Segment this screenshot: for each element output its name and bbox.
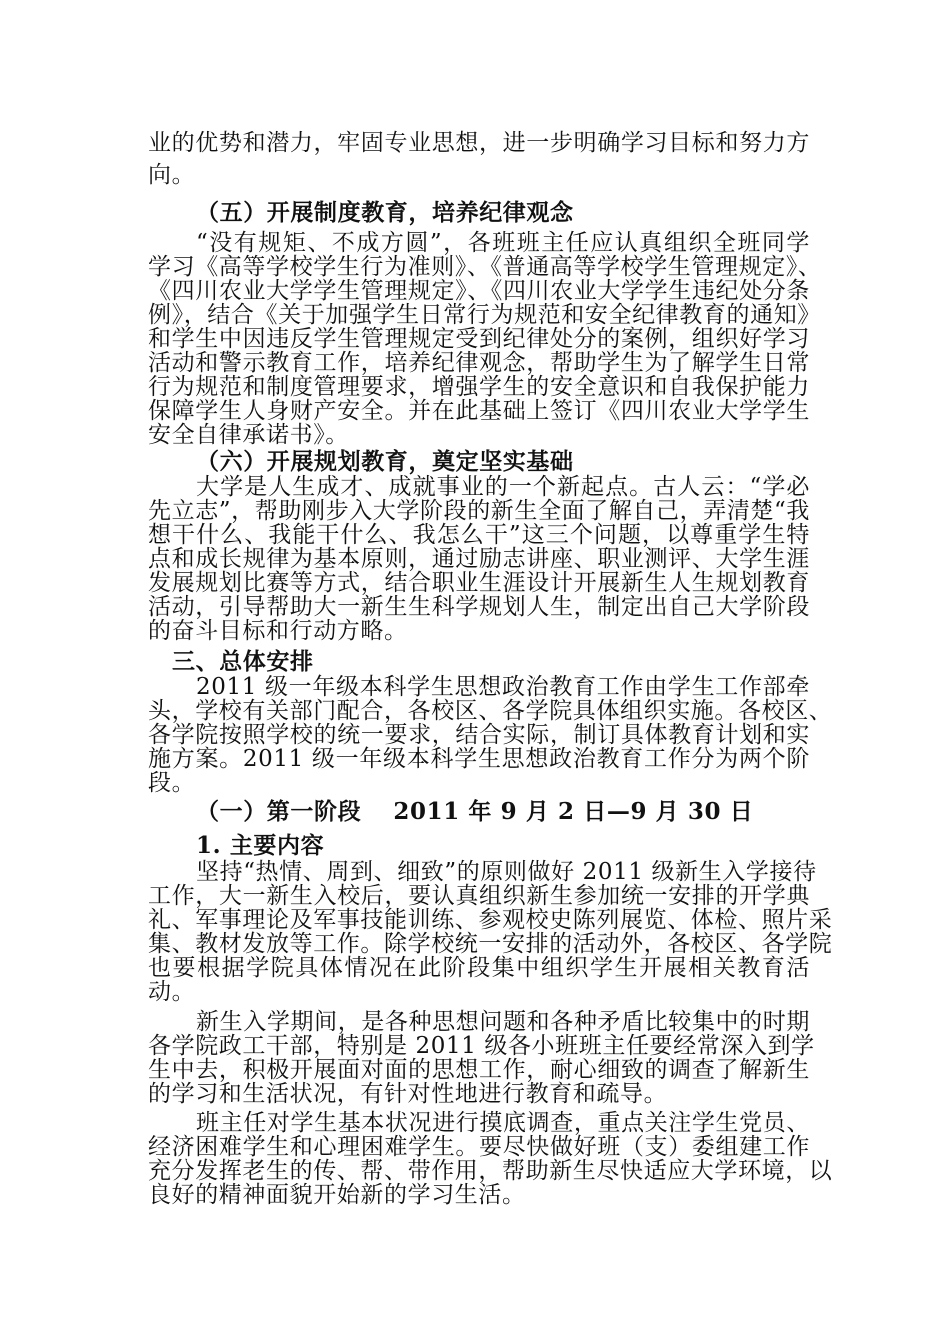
text-line: 新生入学期间，是各种思想问题和各种矛盾比较集中的时期	[196, 1009, 810, 1035]
text-line: 集、教材发放等工作。除学校统一安排的活动外，各校区、各学院	[148, 931, 833, 957]
text-line: 坚持“热情、周到、细致”的原则做好 2011 级新生入学接待	[196, 859, 817, 885]
text-line: 向。	[148, 162, 196, 188]
text-line: 点和成长规律为基本原则，通过励志讲座、职业测评、大学生涯	[148, 546, 810, 572]
text-line: 业的优势和潜力，牢固专业思想，进一步明确学习目标和努力方	[148, 130, 810, 156]
text-line: 学习《高等学校学生行为准则》、《普通高等学校学生管理规定》、	[148, 254, 822, 280]
text-line: 大学是人生成才、成就事业的一个新起点。古人云：“学必	[196, 474, 810, 500]
text-line: 《四川农业大学学生管理规定》、《四川农业大学学生违纪处分条	[148, 278, 810, 304]
text-line: 礼、军事理论及军事技能训练、参观校史陈列展览、体检、照片采	[148, 907, 833, 933]
section-heading: （一）第一阶段 2011 年 9 月 2 日—9 月 30 日	[196, 798, 754, 825]
section-heading: （五）开展制度教育，培养纪律观念	[196, 199, 574, 226]
text-line: 活动，引导帮助大一新生生科学规划人生，制定出自己大学阶段	[148, 594, 810, 620]
text-line: “没有规矩、不成方圆”，各班班主任应认真组织全班同学	[196, 230, 810, 256]
text-line: 各学院按照学校的统一要求，结合实际，制订具体教育计划和实	[148, 722, 810, 748]
text-line: 工作，大一新生入校后，要认真组织新生参加统一安排的开学典	[148, 883, 810, 909]
text-line: 充分发挥老生的传、帮、带作用，帮助新生尽快适应大学环境，以	[148, 1158, 833, 1184]
text-line: 2011 级一年级本科学生思想政治教育工作由学生工作部牵	[196, 674, 810, 700]
text-line: 例》，结合《关于加强学生日常行为规范和安全纪律教育的通知》	[148, 302, 821, 328]
text-line: 也要根据学院具体情况在此阶段集中组织学生开展相关教育活	[148, 955, 810, 981]
text-line: 段。	[148, 770, 196, 796]
section-heading: （六）开展规划教育，奠定坚实基础	[196, 448, 574, 475]
text-line: 良好的精神面貌开始新的学习生活。	[148, 1182, 526, 1208]
text-line: 动。	[148, 979, 196, 1005]
section-heading: 三、总体安排	[172, 648, 314, 675]
text-line: 头，学校有关部门配合，各校区、各学院具体组织实施。各校区、	[148, 698, 833, 724]
text-line: 保障学生人身财产安全。并在此基础上签订《四川农业大学学生	[148, 398, 810, 424]
text-line: 活动和警示教育工作，培养纪律观念，帮助学生为了解学生日常	[148, 350, 810, 376]
text-line: 生中去，积极开展面对面的思想工作，耐心细致的调查了解新生	[148, 1057, 810, 1083]
text-line: 发展规划比赛等方式，结合职业生涯设计开展新生人生规划教育	[148, 570, 810, 596]
text-line: 的奋斗目标和行动方略。	[148, 618, 408, 644]
text-line: 安全自律承诺书》。	[148, 422, 349, 448]
text-line: 行为规范和制度管理要求，增强学生的安全意识和自我保护能力	[148, 374, 810, 400]
text-line: 各学院政工干部，特别是 2011 级各小班班主任要经常深入到学	[148, 1033, 815, 1059]
text-line: 和学生中因违反学生管理规定受到纪律处分的案例，组织好学习	[148, 326, 810, 352]
text-line: 班主任对学生基本状况进行摸底调查，重点关注学生党员、	[196, 1110, 810, 1136]
text-line: 先立志”，帮助刚步入大学阶段的新生全面了解自己，弄清楚“我	[148, 498, 810, 524]
section-heading: 1. 主要内容	[196, 832, 325, 859]
text-line: 的学习和生活状况，有针对性地进行教育和疏导。	[148, 1081, 668, 1107]
text-line: 经济困难学生和心理困难学生。要尽快做好班（支）委组建工作	[148, 1134, 810, 1160]
text-line: 施方案。2011 级一年级本科学生思想政治教育工作分为两个阶	[148, 746, 810, 772]
text-line: 想干什么、我能干什么、我怎么干”这三个问题，以尊重学生特	[148, 522, 810, 548]
